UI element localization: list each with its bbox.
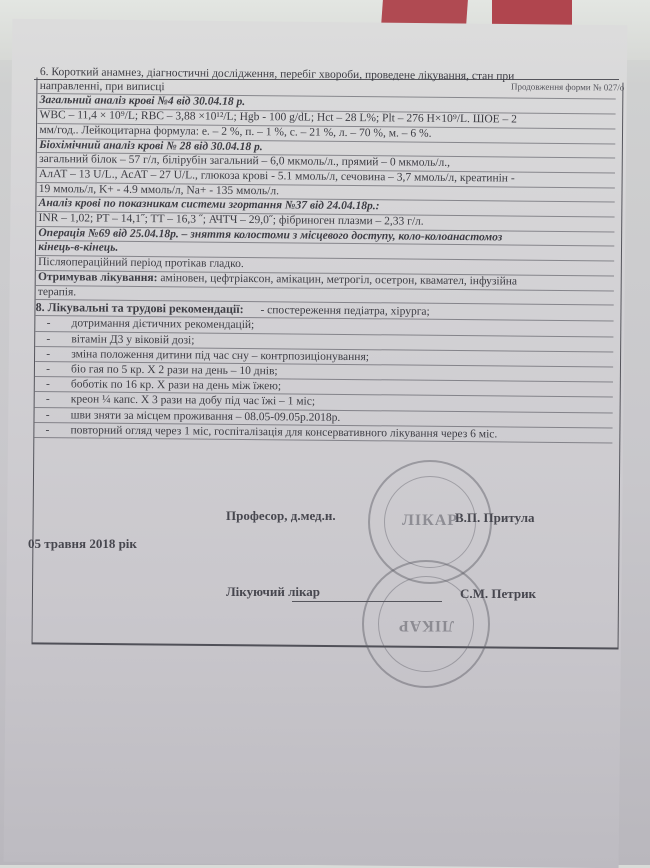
cbc-title: Загальний аналіз крові №4 від 30.04.18 р. <box>38 94 616 114</box>
stamp-icon <box>362 560 490 688</box>
biochem-line3: 19 ммоль/л, K+ - 4.9 ммоль/л, Na+ - 135 ммоль/л. <box>37 183 615 203</box>
professor-title: Професор, д.мед.н. <box>226 508 336 523</box>
stamp-text: ЛІКАР <box>397 616 455 634</box>
biochem-line2: АлАТ – 13 U/L., АсАТ – 27 U/L., глюкоза крові - 5.1 ммоль/л, сечовина – 3,7 ммоль/л, креатинін - <box>37 168 615 188</box>
list-dash: - <box>46 363 51 376</box>
treatment-label: Отримував лікування: <box>37 270 158 285</box>
rec-item-0: - спостереження педіатра, хірурга; <box>260 304 430 319</box>
coag-values: INR – 1,02; PT – 14,1˝; TT – 16,3 ˝; АЧТЧ – 29,0˝; фібриноген плазми – 2,33 г/л. <box>36 212 614 232</box>
rec-text: креон ¼ капс. Х 3 рази на добу під час їжі – 1 міс; <box>70 393 316 409</box>
section8-title: 8. Лікувальні та трудові рекомендації: <box>35 300 244 317</box>
rec-text: зміна положення дитини під час сну – контрпозиціонування; <box>71 348 370 364</box>
list-dash: - <box>45 393 50 406</box>
rec-text: вітамін Д3 у віковій дозі; <box>71 332 195 347</box>
form-number-note: Продовження форми № 027/о <box>510 81 625 93</box>
treatment-text: аміновен, цефтріаксон, амікацин, метрогіл, осетрон, квамател, інфузійна <box>157 272 518 288</box>
rec-text: повторний огляд через 1 міс, госпіталізація для консервативного лікування через 6 міс. <box>70 424 498 441</box>
cbc-differential: мм/год.. Лейкоцитарна формула: е. – 2 %, п. – 1 %, с. – 21 %, л. – 70 %, м. – 6 %. <box>37 124 615 144</box>
operation-line1: Операція №69 від 25.04.18р. – зняття колостоми з місцевого доступу, коло-колоанастомоз <box>36 227 614 247</box>
operation-line2: кінець-в-кінець. <box>36 241 614 261</box>
list-dash: - <box>46 317 51 330</box>
section6-header-line1: 6. Короткий анамнез, діагностичні дослідження, перебіг хвороби, проведене лікування, стан при <box>39 66 515 83</box>
document-date: 05 травня 2018 рік <box>28 536 137 551</box>
section6-header-line2: направленні, при виписці <box>39 79 165 93</box>
biochem-title: Біохімічний аналіз крові № 28 від 30.04.18 р. <box>37 139 615 159</box>
stamp-text: ЛІКАР <box>401 512 459 530</box>
rec-text: боботік по 16 кр. Х рази на день між їжею; <box>70 378 282 393</box>
doctor-title: Лікуючий лікар <box>226 584 321 599</box>
signature-line <box>292 601 442 602</box>
treatment-cont: терапія. <box>36 286 614 306</box>
coag-title: Аналіз крові по показникам системи згортання №37 від 24.04.18р.: <box>37 197 615 217</box>
postop-course: Післяопераційний період протікав гладко. <box>36 256 614 276</box>
rec-text: біо гая по 5 кр. Х 2 рази на день – 10 днів; <box>71 363 278 378</box>
list-dash: - <box>45 408 50 421</box>
professor-name: В.П. Притула <box>455 510 535 525</box>
biochem-line1: загальний білок – 57 г/л, білірубін загальний – 6,0 мкмоль/л., прямий – 0 мкмоль/л., <box>37 153 615 173</box>
list-dash: - <box>46 332 51 345</box>
cbc-values: WBC – 11,4 × 10⁹/L; RBC – 3,88 ×10¹²/L; Hgb - 100 g/dL; Hct – 28 L%; Plt – 276 H×10⁹/L. ШОЕ – 2 <box>37 109 615 129</box>
list-dash: - <box>45 378 50 391</box>
rec-text: шви зняти за місцем проживання – 08.05-09.05р.2018р. <box>70 409 341 424</box>
list-dash: - <box>46 347 51 360</box>
doctor-name: С.М. Петрик <box>460 586 537 601</box>
document-content <box>34 66 616 444</box>
list-dash: - <box>45 423 50 437</box>
rec-text: дотримання дієтичних рекомендацій; <box>71 317 255 332</box>
